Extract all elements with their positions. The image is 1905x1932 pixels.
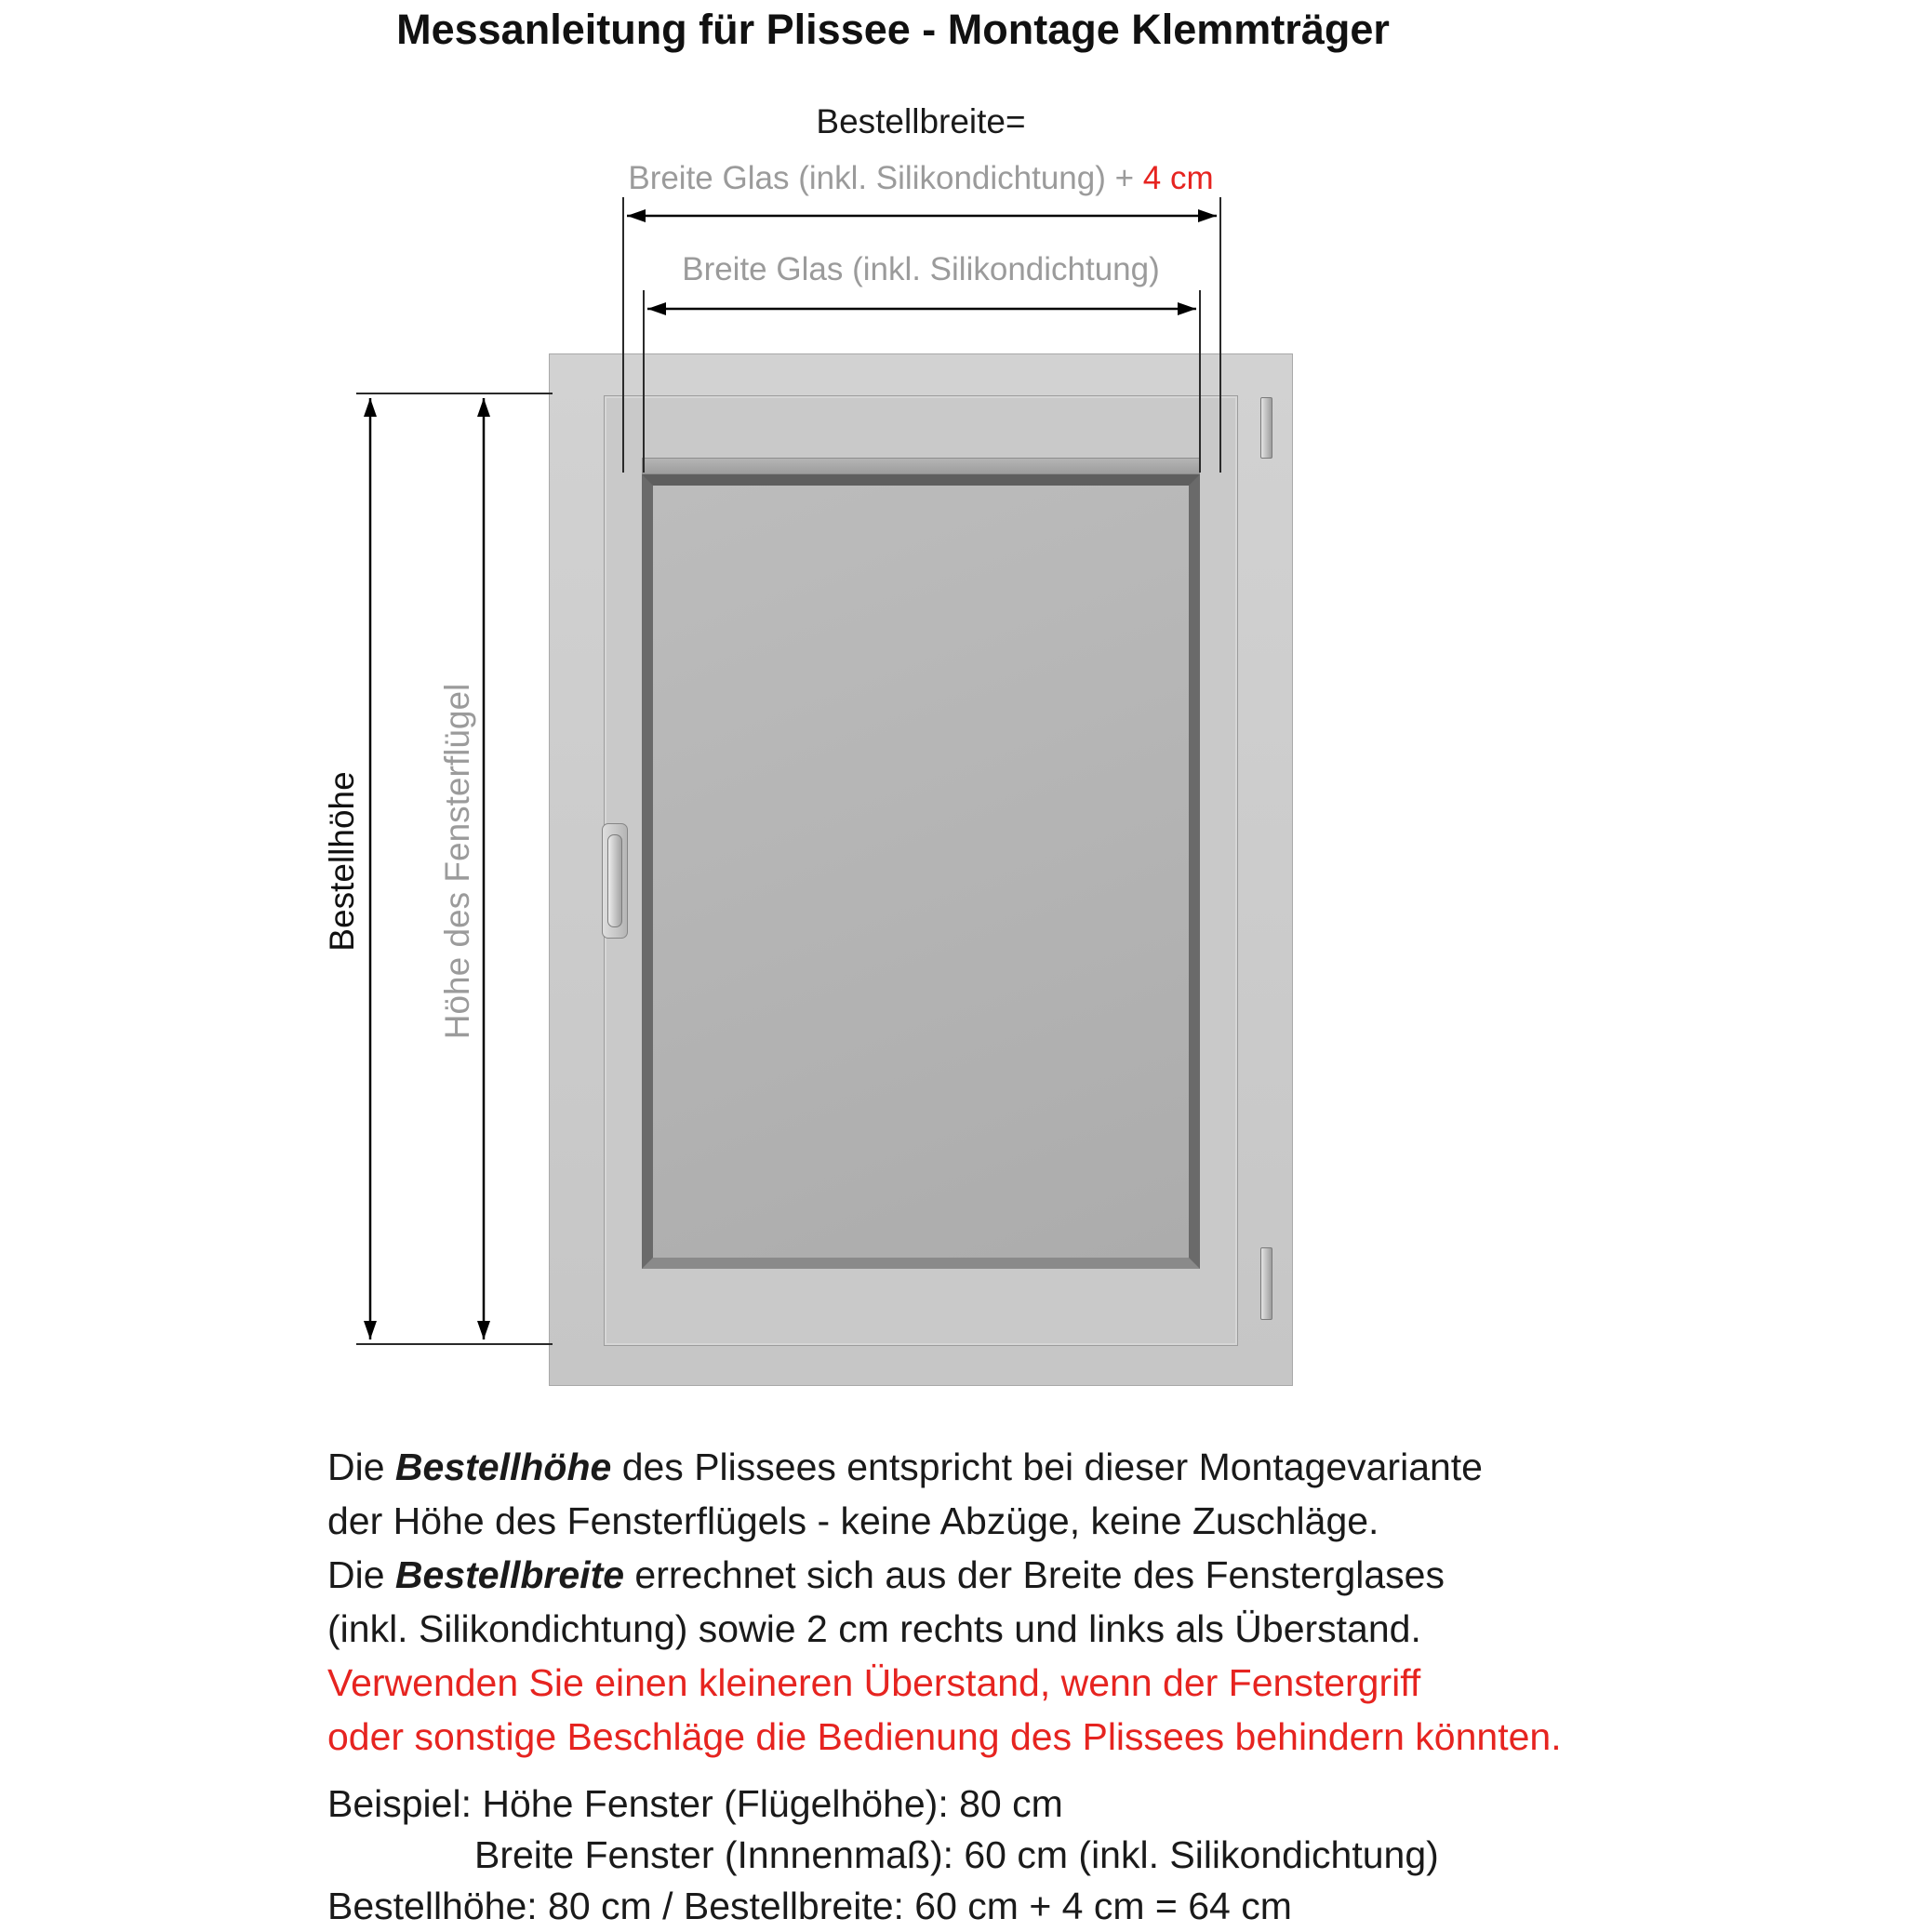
description-line-3-bold: Bestellbreite [394,1553,625,1596]
description-line-3-post: errechnet sich aus der Breite des Fensterglases [624,1553,1445,1596]
sash-height-label: Höhe des Fensterflügel [438,683,476,1040]
width-formula-gray-text: Breite Glas (inkl. Silikondichtung) + [628,160,1143,196]
width-formula-label [595,160,1246,197]
window-sash [604,395,1238,1346]
glass-width-label: Breite Glas (inkl. Silikondichtung) [682,251,1160,287]
warning-line-1: Verwenden Sie einen kleineren Überstand, wenn der Fenstergriff [327,1661,1421,1704]
description-line-1 [327,1440,1648,1494]
window-handle [599,823,631,939]
hinge-bottom [1260,1247,1272,1320]
description-line-1-post: des Plissees entspricht bei dieser Montagevariante [611,1446,1483,1488]
description-line-1-bold: Bestellhöhe [394,1446,612,1488]
window-handle-grip [607,834,622,927]
hinge-top [1260,397,1272,459]
plissee-top-rail [642,458,1200,474]
warning-line-2: oder sonstige Beschläge die Bedienung des Plissees behindern könnten. [327,1715,1562,1758]
order-height-label: Bestellhöhe [323,771,361,952]
example-line-2: Breite Fenster (Innnenmaß): 60 cm (inkl. Silikondichtung) [474,1833,1439,1876]
page-title: Messanleitung für Plissee - Montage Klemmträger [396,6,1390,53]
example-text [327,1779,1723,1932]
example-line-1: Beispiel: Höhe Fenster (Flügelhöhe): 80 cm [327,1782,1063,1825]
description-line-3-pre: Die [327,1553,395,1596]
description-line-4: (inkl. Silikondichtung) sowie 2 cm rechts und links als Überstand. [327,1607,1421,1650]
description-line-2: der Höhe des Fensterflügels - keine Abzüge, keine Zuschläge. [327,1499,1379,1542]
width-formula-red-text: 4 cm [1142,160,1214,196]
order-width-label: Bestellbreite= [816,102,1026,140]
description-text [327,1440,1648,1764]
example-line-3: Bestellhöhe: 80 cm / Bestellbreite: 60 cm + 4 cm = 64 cm [327,1885,1292,1927]
window-illustration [549,353,1293,1386]
description-line-3 [327,1548,1648,1602]
window-glass [642,474,1200,1269]
description-line-1-pre: Die [327,1446,395,1488]
